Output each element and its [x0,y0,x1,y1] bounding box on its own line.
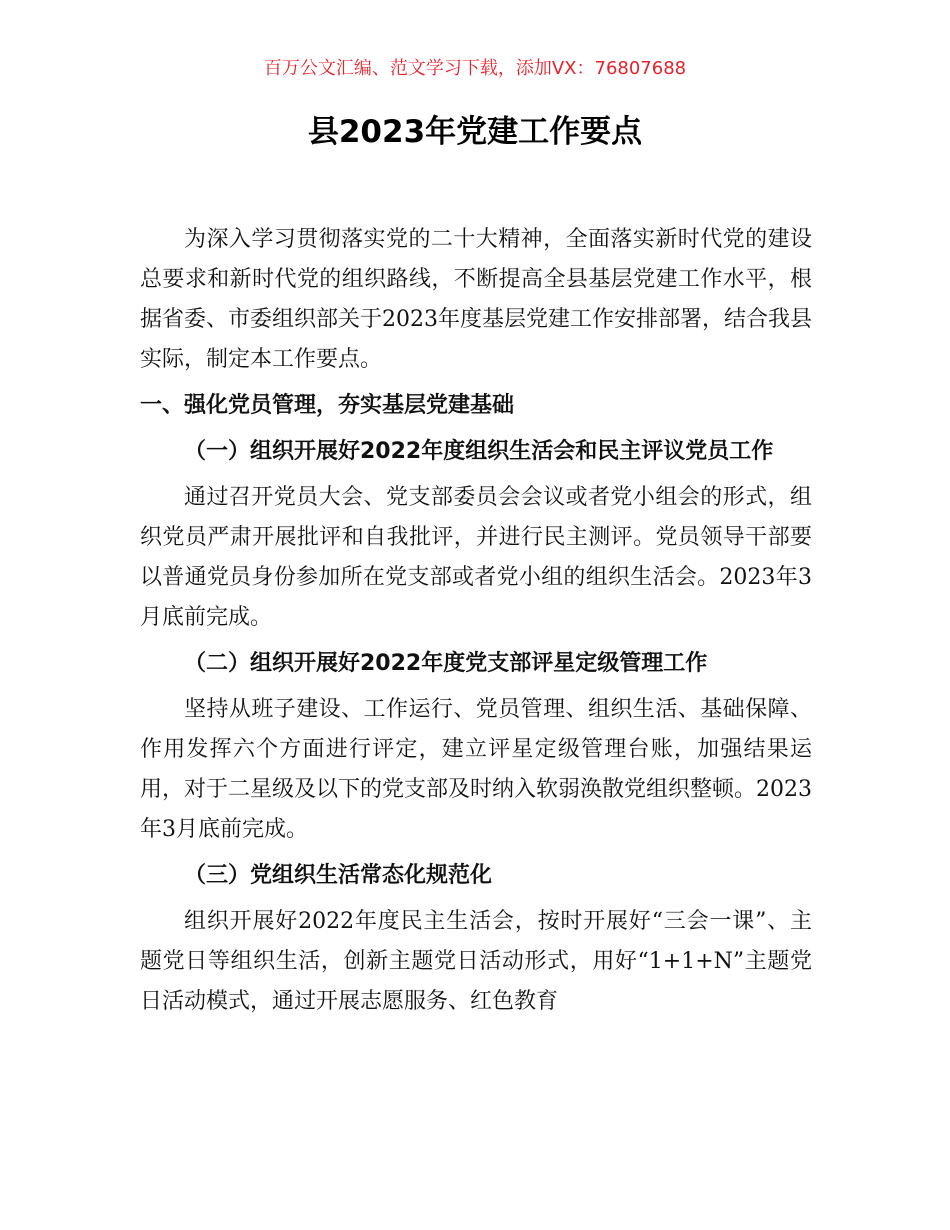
body-paragraph: 组织开展好2022年度民主生活会，按时开展好“三会一课”、主题党日等组织生活，创新主题党日活动形式，用好“1+1+N”主题党日活动模式，通过开展志愿服务、红色教育 [140,909,812,1014]
section-heading-1: 一、强化党员管理，夯实基层党建基础 [140,393,515,418]
document-body [140,220,812,1022]
subsection-heading-1: （一）组织开展好2022年度组织生活会和民主评议党员工作 [184,439,774,464]
body-paragraph: 通过召开党员大会、党支部委员会会议或者党小组会的形式，组织党员严肃开展批评和自我批评，并进行民主测评。党员领导干部要以普通党员身份参加所在党支部或者党小组的组织生活会。2023年3月底前完成。 [140,485,812,630]
document-title: 县2023年党建工作要点 [307,114,643,150]
intro-paragraph: 为深入学习贯彻落实党的二十大精神，全面落实新时代党的建设总要求和新时代党的组织路线，不断提高全县基层党建工作水平，根据省委、市委组织部关于2023年度基层党建工作安排部署，结合我县实际，制定本工作要点。 [140,227,812,372]
watermark-banner: 百万公文汇编、范文学习下载，添加VX：76807688 [263,58,687,79]
subsection-heading-2: （二）组织开展好2022年度党支部评星定级管理工作 [184,651,708,676]
body-paragraph: 坚持从班子建设、工作运行、党员管理、组织生活、基础保障、作用发挥六个方面进行评定，建立评星定级管理台账，加强结果运用，对于二星级及以下的党支部及时纳入软弱涣散党组织整顿。2023年3月底前完成。 [140,697,812,842]
subsection-heading-3: （三）党组织生活常态化规范化 [184,863,493,888]
